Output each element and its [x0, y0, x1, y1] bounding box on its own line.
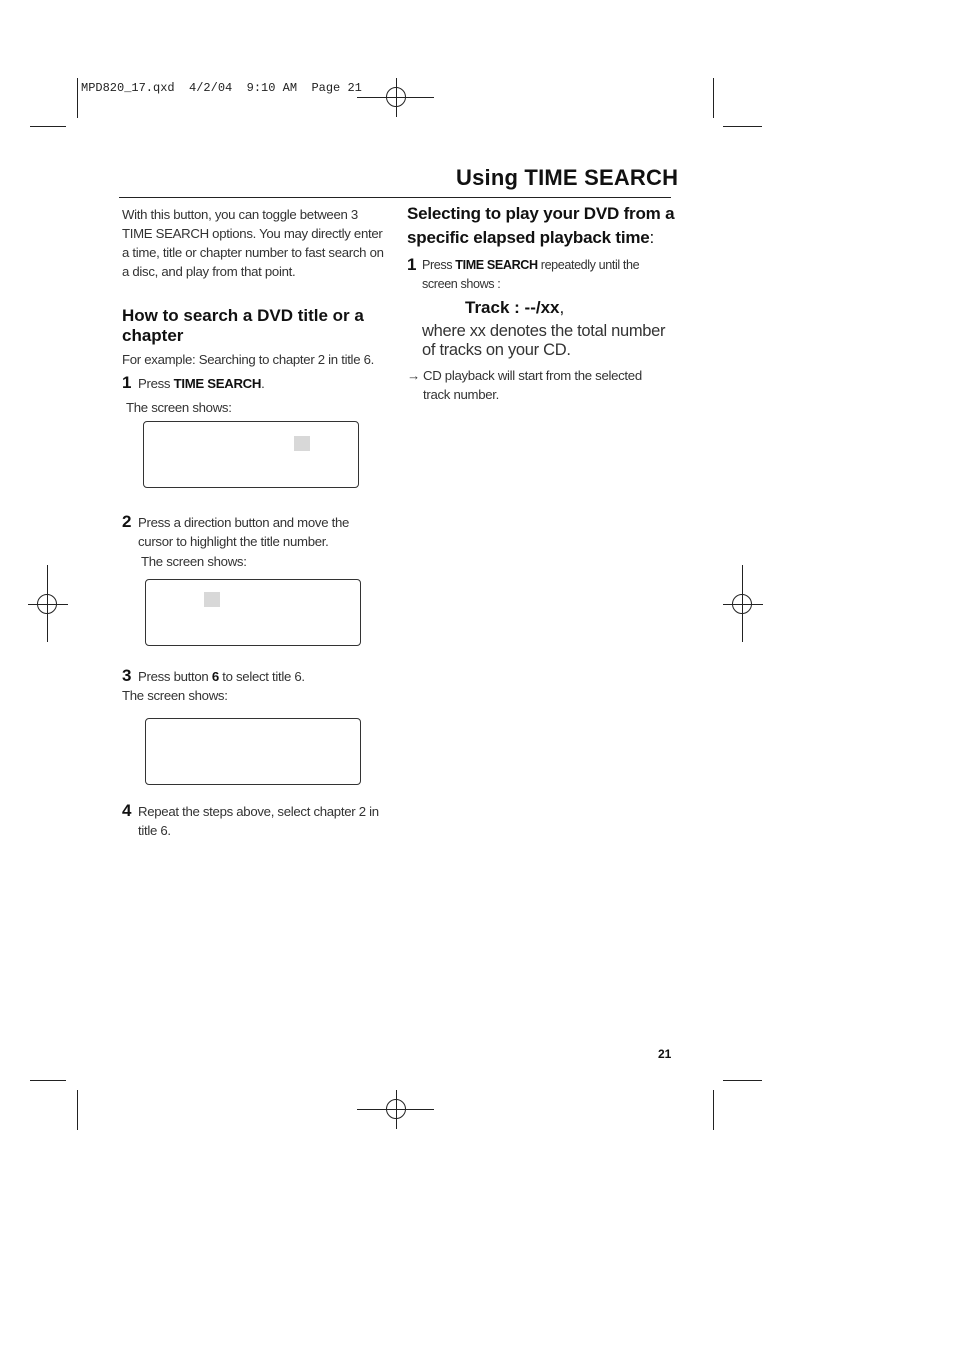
- right-step-1-text: Press TIME SEARCH repeatedly until the screen shows :: [422, 258, 640, 291]
- step-number: 3: [122, 666, 132, 685]
- screen-display-1: [143, 421, 359, 488]
- step-4-text: Repeat the steps above, select chapter 2 in title 6.: [138, 804, 379, 838]
- cursor-highlight: [204, 592, 220, 607]
- file-slug: MPD820_17.qxd 4/2/04 9:10 AM Page 21: [81, 81, 362, 95]
- step-1-text: Press TIME SEARCH.: [138, 376, 265, 391]
- screen-display-3: [145, 718, 361, 785]
- right-step-1: [407, 255, 416, 275]
- example-text: For example: Searching to chapter 2 in title 6.: [122, 352, 374, 367]
- step-number: 2: [122, 512, 132, 531]
- arrow-icon: →: [407, 368, 420, 383]
- intro-text: With this button, you can toggle between 3 TIME SEARCH options. You may directly enter a time, title or chapter number to fast search on a disc, and play from that point.: [122, 207, 384, 279]
- step-3-text: Press button 6 to select title 6.: [138, 669, 305, 684]
- section-heading-elapsed-time: Selecting to play your DVD from a specific elapsed playback time:: [407, 204, 675, 247]
- result-text: CD playback will start from the selected track number.: [423, 368, 642, 402]
- title-rule: [119, 197, 671, 198]
- screen-display-2: [145, 579, 361, 646]
- screen-shows-label: The screen shows:: [122, 688, 228, 703]
- step-number: 1: [407, 255, 417, 274]
- page-title: Using TIME SEARCH: [456, 165, 679, 190]
- key-6: 6: [211, 669, 219, 684]
- track-display: Track : --/xx,: [465, 298, 565, 317]
- step-2: [122, 512, 131, 532]
- page-number: 21: [658, 1047, 672, 1061]
- section-heading-title-chapter: How to search a DVD title or a chapter: [122, 306, 364, 345]
- screen-shows-label: The screen shows:: [141, 554, 247, 569]
- step-number: 1: [122, 373, 132, 392]
- time-search-key: TIME SEARCH: [173, 376, 262, 391]
- where-text: where xx denotes the total number of tracks on your CD.: [422, 322, 666, 359]
- screen-shows-label: The screen shows:: [126, 400, 232, 415]
- step-2-text: Press a direction button and move the cursor to highlight the title number.: [138, 515, 350, 549]
- step-1: [122, 373, 131, 393]
- step-4: [122, 801, 131, 821]
- step-3: [122, 666, 131, 686]
- cursor-highlight: [294, 436, 310, 451]
- step-number: 4: [122, 801, 132, 820]
- time-search-key: TIME SEARCH: [455, 258, 538, 272]
